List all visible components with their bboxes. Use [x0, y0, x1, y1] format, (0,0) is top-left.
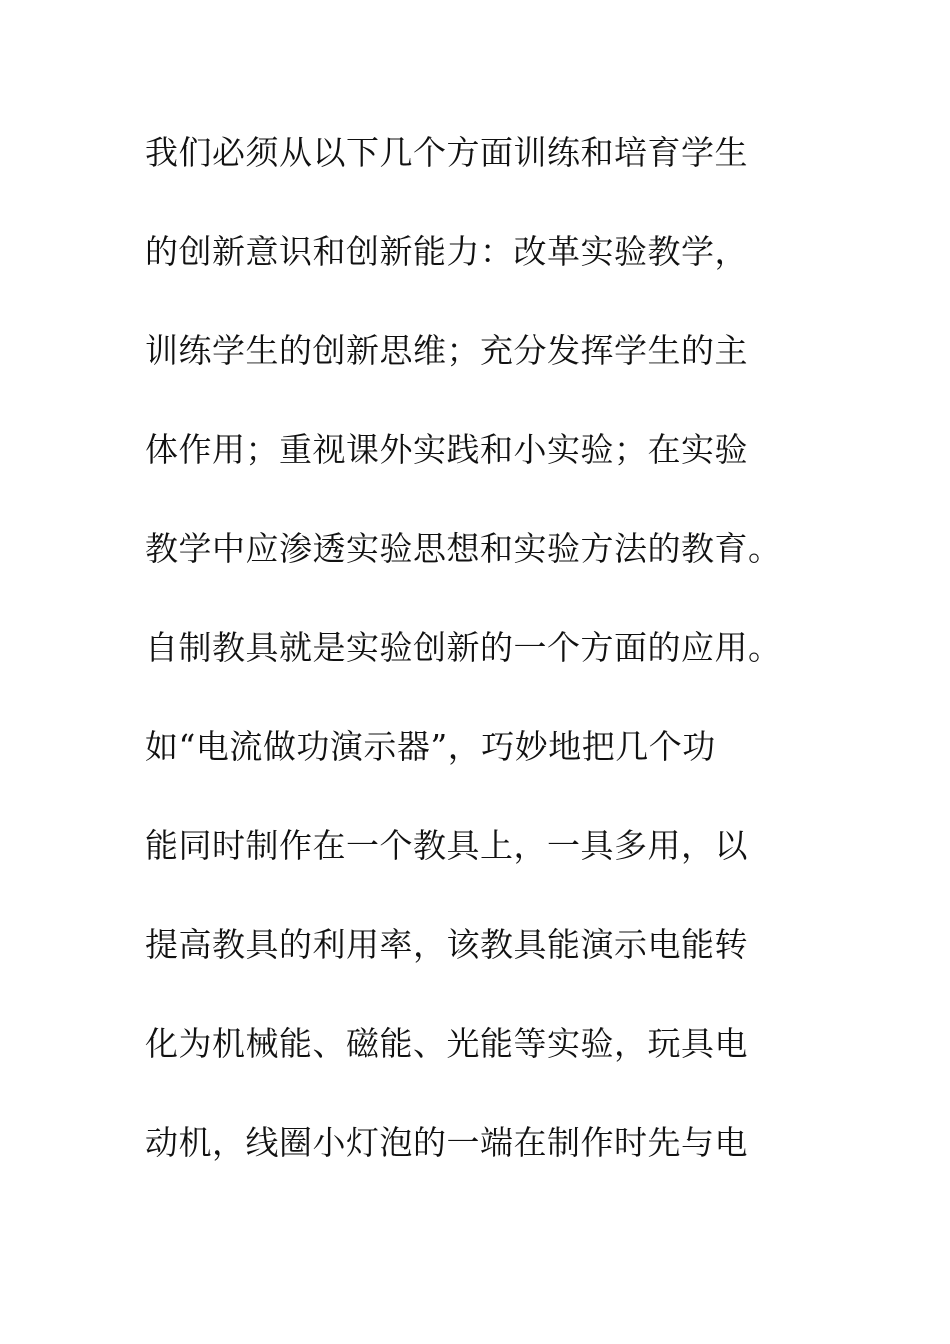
body-text [145, 128, 825, 1217]
text-line-4: 体作用；重视课外实践和小实验；在实验 [145, 430, 748, 469]
text-line-11: 动机，线圈小灯泡的一端在制作时先与电 [145, 1123, 748, 1162]
text-line-3: 训练学生的创新思维；充分发挥学生的主 [145, 331, 748, 370]
text-line-2: 的创新意识和创新能力：改革实验教学， [145, 232, 748, 271]
text-line-7: 如“电流做功演示器”，巧妙地把几个功 [145, 727, 716, 766]
text-line-5: 教学中应渗透实验思想和实验方法的教育。 [145, 529, 782, 568]
text-line-1: 我们必须从以下几个方面训练和培育学生 [145, 133, 748, 172]
text-line-8: 能同时制作在一个教具上，一具多用，以 [145, 826, 748, 865]
text-line-9: 提高教具的利用率，该教具能演示电能转 [145, 925, 748, 964]
text-line-10: 化为机械能、磁能、光能等实验，玩具电 [145, 1024, 748, 1063]
text-line-6: 自制教具就是实验创新的一个方面的应用。 [145, 628, 782, 667]
